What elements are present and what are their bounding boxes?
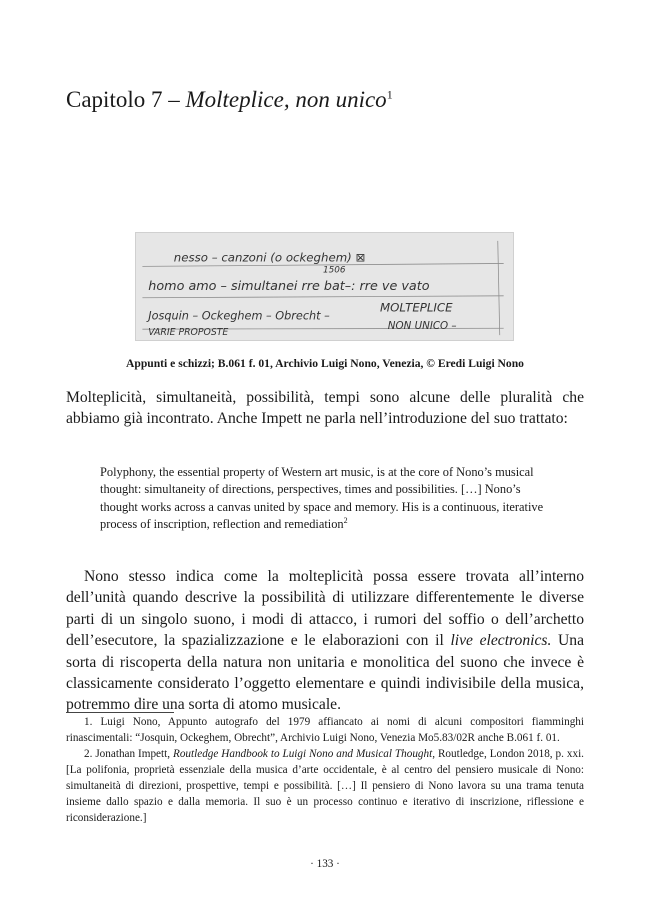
footnote-ref-2[interactable]: 2 [343, 516, 348, 526]
block-quote-text: Polyphony, the essential property of Western art music, is at the core of Nono’s musical thought: simultaneity of directions, perspectives, times and possibilities. […] Nono’s thought works across a canvas united by space and memory. His is a continuous, iterative process of inscription, reflection and remediation [100, 465, 544, 532]
handwriting-line-3b: MOLTEPLICE [379, 300, 453, 315]
footnote-2-italic: Routledge Handbook to Luigi Nono and Musical Thought [172, 748, 433, 760]
footnote-2 [66, 746, 584, 826]
handwriting-line-1: nesso – canzoni (o ockeghem) ⊠ [173, 250, 366, 265]
footnote-divider [66, 712, 174, 713]
handwriting-line-4b: NON UNICO – [387, 320, 457, 333]
chapter-title [66, 86, 393, 114]
body-paragraph-1: Molteplicità, simultaneità, possibilità, tempi sono alcune delle pluralità che abbiamo già incontrato. Anche Impett ne parla nell’introduzione del suo trattato: [66, 389, 584, 428]
body-paragraph-2-italic: live electronics. [450, 632, 552, 650]
ruled-line [142, 296, 503, 298]
body-paragraph-2-start: Nono stesso indica come la molteplicità possa essere trovata all’interno dell’unità quando descrive la possibilità di utilizzare differentemente le diverse parti di un singolo suono, i modi di attacco, i rumori del soffio o dell’archetto dell’esecutore, la spazializzazione e le elaborazioni con il [66, 568, 584, 650]
handwriting-year: 1506 [323, 265, 346, 276]
block-quote [100, 464, 548, 534]
handwriting-line-4a: VARIE PROPOSTE [148, 327, 229, 339]
figure-caption: Appunti e schizzi; B.061 f. 01, Archivio Luigi Nono, Venezia, © Eredi Luigi Nono [126, 357, 524, 370]
body-paragraph-2-end: Una sorta di riscoperta della natura non unitaria e monolitica del suono che invece è classicamente considerato l’oggetto elementare e quindi indivisibile della musica, potremmo dire una sorta di atomo musicale. [66, 632, 584, 714]
margin-line [498, 241, 500, 335]
handwriting-line-3a: Josquin – Ockeghem – Obrecht – [148, 309, 330, 323]
chapter-title-italic: Molteplice, non unico [185, 87, 387, 112]
footnote-2-end: , Routledge, London 2018, p. xxi. [La polifonia, proprietà essenziale della musica d’arte occidentale, è al centro del pensiero musicale di Nono: simultaneità di direzioni, prospettive, tempi e possibilità. […] Il pensiero di Nono lavora su una trama tenuta insieme dallo spazio e dalla memoria. Il suo è un processo continuo e iterativo di inscrizione, riflessione e riconsiderazione.] [66, 748, 584, 824]
handwriting-line-2: homo amo – simultanei rre bat–: rre ve vato [148, 278, 430, 294]
page-number: · 133 · [310, 858, 340, 870]
chapter-prefix: Capitolo 7 – [66, 87, 186, 112]
footnotes [66, 714, 584, 826]
handwritten-notes-drawing [136, 233, 513, 340]
footnote-1: 1. Luigi Nono, Appunto autografo del 1979 affiancato ai nomi di alcuni compositori fiamminghi rinascimentali: “Josquin, Ockeghem, Obrecht”, Archivio Luigi Nono, Venezia Mo5.83/02R anche B.061 f. 01. [66, 716, 584, 744]
body-paragraph-2 [66, 566, 584, 716]
manuscript-image [135, 232, 514, 341]
footnote-ref-1[interactable]: 1 [386, 87, 393, 102]
footnote-2-start: 2. Jonathan Impett, [84, 748, 173, 760]
